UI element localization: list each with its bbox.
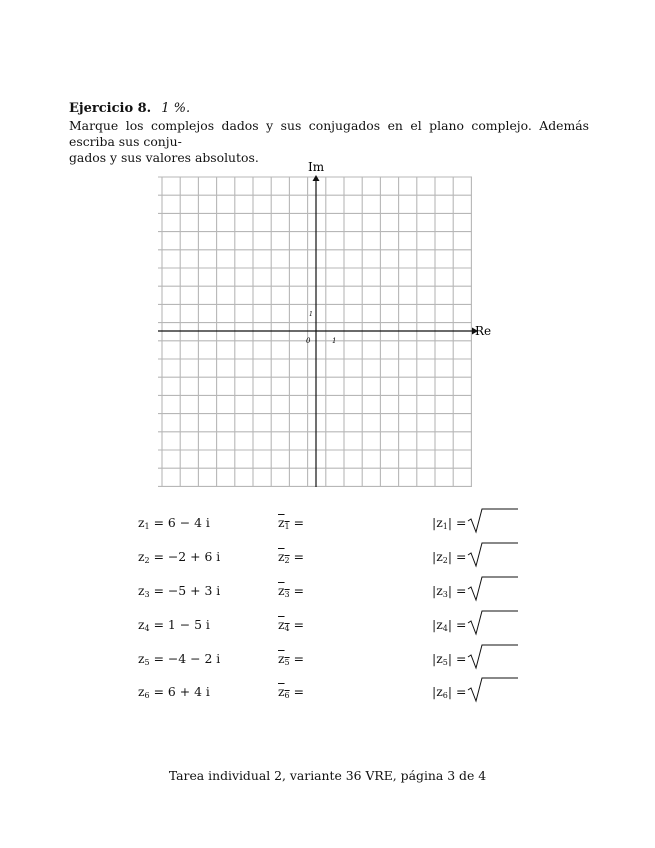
absolute-value-answer-field[interactable]: $|z_2|$ = bbox=[432, 549, 466, 565]
instruction-line-2: gados y sus valores absolutos. bbox=[69, 150, 259, 165]
conjugate-answer-field[interactable]: $z_4$ = bbox=[278, 617, 304, 633]
exercise-points: 1 %. bbox=[161, 101, 191, 116]
origin-label: 0 bbox=[306, 337, 311, 345]
number-row bbox=[0, 549, 655, 569]
absolute-value-answer-field[interactable]: $|z_4|$ = bbox=[432, 617, 466, 633]
number-row bbox=[0, 684, 655, 704]
number-row bbox=[0, 617, 655, 637]
absolute-value-answer-field[interactable]: $|z_6|$ = bbox=[432, 684, 466, 700]
conjugate-answer-field[interactable]: $z_6$ = bbox=[278, 684, 304, 700]
grid bbox=[158, 177, 472, 487]
square-root-icon bbox=[466, 573, 518, 603]
real-axis-label: Re bbox=[475, 324, 492, 338]
axes bbox=[158, 175, 478, 487]
page-footer: Tarea individual 2, variante 36 VRE, página 3 de 4 bbox=[168, 768, 487, 783]
conjugate-answer-field[interactable]: $z_5$ = bbox=[278, 651, 304, 667]
square-root-icon bbox=[466, 641, 518, 671]
unit-y-label: 1 bbox=[309, 311, 313, 318]
absolute-value-answer-field[interactable]: $|z_3|$ = bbox=[432, 583, 466, 599]
number-row bbox=[0, 515, 655, 535]
instruction-line-1: Marque los complejos dados y sus conjugados en el plano complejo. Además escriba sus conju- bbox=[69, 118, 589, 149]
complex-number: $z_4 = 1 - 5$ i bbox=[138, 617, 210, 633]
imaginary-axis-label: Im bbox=[308, 160, 325, 174]
complex-number: $z_6 = 6 + 4$ i bbox=[138, 684, 210, 700]
exercise-heading bbox=[69, 100, 190, 117]
unit-x-label: 1 bbox=[332, 337, 337, 345]
square-root-icon bbox=[466, 539, 518, 569]
square-root-icon bbox=[466, 607, 518, 637]
complex-number: $z_5 = -4 - 2$ i bbox=[138, 651, 221, 667]
square-root-icon bbox=[466, 674, 518, 704]
absolute-value-answer-field[interactable]: $|z_1|$ = bbox=[432, 515, 466, 531]
complex-plane bbox=[150, 155, 500, 490]
number-row bbox=[0, 583, 655, 603]
number-row bbox=[0, 651, 655, 671]
complex-number: $z_3 = -5 + 3$ i bbox=[138, 583, 221, 599]
conjugate-answer-field[interactable]: $z_1$ = bbox=[278, 515, 304, 531]
complex-number: $z_1 = 6 - 4$ i bbox=[138, 515, 210, 531]
conjugate-answer-field[interactable]: $z_3$ = bbox=[278, 583, 304, 599]
absolute-value-answer-field[interactable]: $|z_5|$ = bbox=[432, 651, 466, 667]
complex-number: $z_2 = -2 + 6$ i bbox=[138, 549, 221, 565]
exercise-title: Ejercicio 8. bbox=[69, 101, 152, 116]
square-root-icon bbox=[466, 505, 518, 535]
imaginary-axis-arrow-icon bbox=[313, 175, 320, 181]
conjugate-answer-field[interactable]: $z_2$ = bbox=[278, 549, 304, 565]
